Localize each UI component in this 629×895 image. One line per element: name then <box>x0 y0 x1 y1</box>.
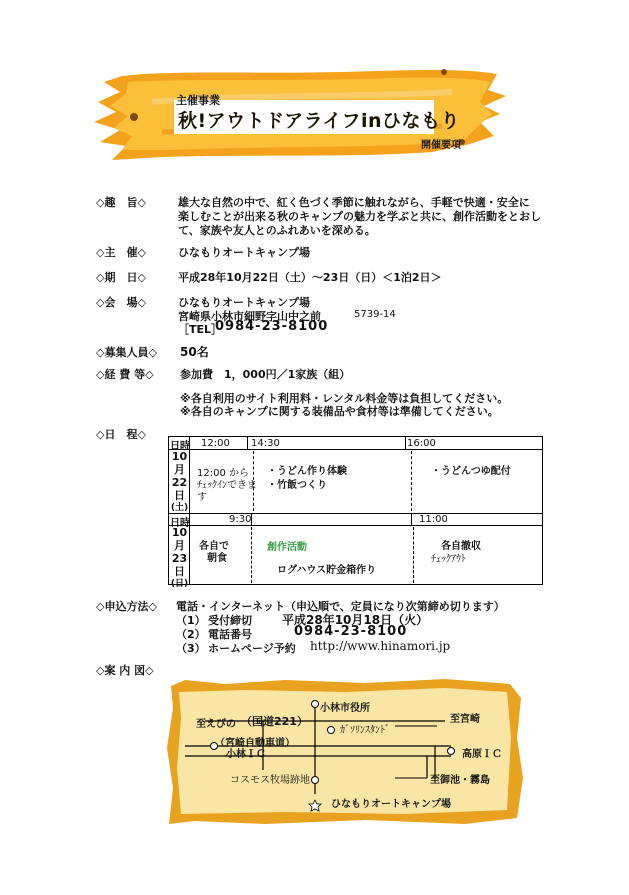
schedule-time-header-1: 日時 <box>170 441 190 452</box>
organizer-label: ◇主 催◇ <box>96 246 146 259</box>
day1-evening: ・うどんつゆ配付 <box>431 466 511 477</box>
purpose-line-1: 雄大な自然の中で、紅く色づく季節に触れながら、手軽で快適・安全に <box>178 196 530 209</box>
application-item-3-name: ホームページ予約 <box>208 642 296 655</box>
venue-address-number: 5739-14 <box>354 309 396 320</box>
map-campsite: ひなもりオートキャンプ場 <box>331 799 451 810</box>
application-item-2-name: 電話番号 <box>208 628 252 641</box>
application-label: ◇申込方法◇ <box>96 600 157 613</box>
map-takaharu-ic: 高原ＩＣ <box>462 749 502 760</box>
header-subtitle: 主催事業 <box>176 94 220 107</box>
map-cosmos: コスモス牧場跡地 <box>230 775 310 786</box>
application-item-2-value: 0984-23-8100 <box>294 624 408 639</box>
application-item-1-name: 受付締切 <box>208 614 252 627</box>
day2-craft-item: ログハウス貯金箱作り <box>277 565 377 576</box>
application-item-3-no: （3） <box>176 642 206 655</box>
day1-checkin-2: ﾁｪｯｸｲﾝできま <box>197 480 257 491</box>
day2-breakfast-2: 朝食 <box>207 553 227 564</box>
period-label: ◇期 日◇ <box>96 271 146 284</box>
capacity-value: 50名 <box>180 345 209 359</box>
map-to-mike: 至御池・霧島 <box>430 775 490 786</box>
map-city-hall: 小林市役所 <box>320 703 370 714</box>
day1-activity-2: ・竹飯つくり <box>267 480 327 491</box>
map-route: （国道221） <box>241 715 308 728</box>
map-gas-station: ｶﾞｿﾘﾝｽﾀﾝﾄﾞ <box>340 725 390 736</box>
venue-tel: 0984-23-8100 <box>215 319 329 334</box>
day1-time-1: 12:00 <box>201 438 230 449</box>
period-value: 平成28年10月22日（土）～23日（日）＜1泊2日＞ <box>178 271 442 284</box>
fee-note-1: ※各自利用のサイト利用料・レンタル料金等は負担してください。 <box>180 392 509 405</box>
purpose-line-3: て、家族や友人とのふれあいを深める。 <box>178 224 376 237</box>
purpose-label: ◇趣 旨◇ <box>96 196 146 209</box>
day2-time-2: 11:00 <box>419 514 448 525</box>
application-item-1-value: 平成28年10月18日（火） <box>282 613 429 627</box>
application-item-2-no: （2） <box>176 628 206 641</box>
map-expressway: （宮崎自動車道） <box>215 738 295 749</box>
header-footer: 開催要項 <box>421 140 461 151</box>
schedule-table <box>168 436 543 589</box>
venue-tel-label: ［TEL］ <box>178 323 223 336</box>
application-item-1-no: （1） <box>176 614 206 627</box>
schedule-time-header-2: 日時 <box>170 518 190 529</box>
organizer-value: ひなもりオートキャンプ場 <box>178 246 310 259</box>
capacity-label: ◇募集人員◇ <box>96 346 157 359</box>
venue-address: 宮崎県小林市細野字山中之前 <box>178 310 321 323</box>
fee-note-2: ※各自のキャンプに関する装備品や食材等は準備してください。 <box>180 405 499 418</box>
homepage-url[interactable]: http://www.hinamori.jp <box>310 639 451 653</box>
schedule-label: ◇日 程◇ <box>96 428 146 441</box>
fee-value: 参加費 1，000円／1家族（組） <box>180 368 351 381</box>
fee-label: ◇経 費 等◇ <box>96 368 154 381</box>
day2-breakfast-1: 各自で <box>199 541 229 552</box>
day2-checkout-1: 各自撤収 <box>441 541 481 552</box>
day2-date: 10 月 23 日 (日) <box>170 526 189 589</box>
map-kobayashi-ic: 小林ＩＣ <box>226 749 266 760</box>
map-to-ebino: 至えびの <box>196 719 236 730</box>
day1-checkin-3: す <box>197 492 207 503</box>
day1-checkin-1: 12:00 から <box>197 468 249 479</box>
day2-craft-title: 創作活動 <box>267 542 307 553</box>
venue-label: ◇会 場◇ <box>96 296 146 309</box>
day1-activity-1: ・うどん作り体験 <box>267 466 347 477</box>
purpose-line-2: 楽しむことが出来る秋のキャンプの魅力を学ぶと共に、創作活動をとおし <box>178 210 541 223</box>
application-method: 電話・インターネット（申込順で、定員になり次第締め切ります） <box>176 600 505 613</box>
venue-name: ひなもりオートキャンプ場 <box>178 296 310 309</box>
day2-checkout-2: ﾁｪｯｸｱｳﾄ <box>431 554 466 565</box>
day2-time-1: 9:30 <box>229 514 252 525</box>
day1-date: 10 月 22 日 (土) <box>170 450 189 513</box>
day1-time-2: 14:30 <box>251 438 280 449</box>
map-to-miyazaki: 至宮崎 <box>450 714 480 725</box>
header-title: 秋!アウトドアライフinひなもり <box>178 110 460 132</box>
map-label: ◇案 内 図◇ <box>96 664 154 677</box>
day1-time-3: 16:00 <box>407 438 436 449</box>
